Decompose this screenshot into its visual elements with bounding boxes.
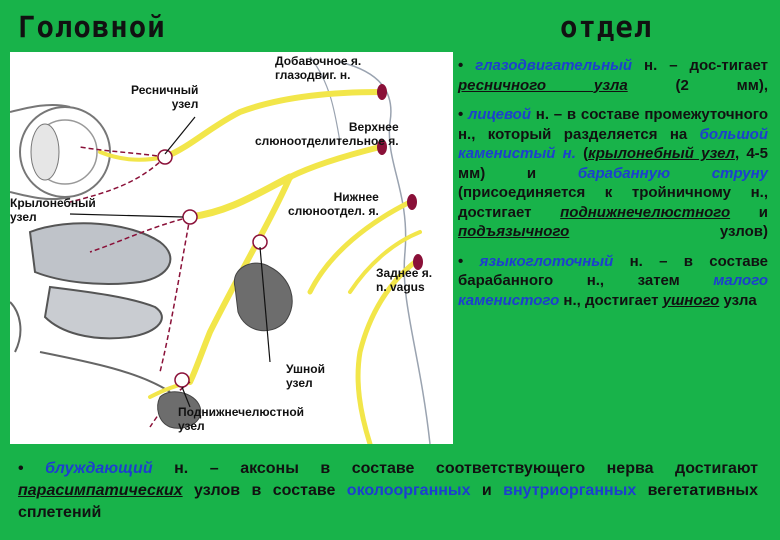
label-otic-ganglion: Ушной узел [286,362,325,390]
text: н. – в составе барабанного н., затем [458,252,768,289]
parotid-gland-icon [234,263,292,331]
text: (2 мм), [627,76,768,94]
submandibular-ganglion [175,373,189,387]
anatomy-figure [10,52,453,444]
text: и [730,203,768,221]
nerve-name-glossopharyngeal: языкоглоточный [479,252,614,270]
pterygopalatine-ganglion [183,210,197,224]
label-ciliary-ganglion: Ресничный узел [131,83,199,111]
description-text [458,56,768,320]
label-upper-salivatory-nucleus: Верхнее слюноотделительное я. [255,120,399,148]
label-oculomotor-nucleus: Добавочное я. глазодвиг. н. [275,54,362,82]
ganglion-name: подъязычного [458,223,570,240]
otic-ganglion [253,235,267,249]
eye-icon [10,105,110,199]
bullet: • [458,106,464,123]
nerve-name-vagus: блуждающий [45,460,153,477]
postganglionic-fibers [70,147,190,427]
text: вегетативных сплетений [18,482,758,521]
ganglion-name: крылонебный узел [588,145,735,162]
text: н. – дос-тигает [632,57,768,74]
text: и [470,482,504,499]
text: узлов в составе [182,482,347,499]
nerve-name-chorda-tympani: барабанную струну [577,164,768,182]
label-submandibular-ganglion: Поднижнечелюстной узел [178,405,305,433]
title-right: отдел [560,10,653,44]
bullet: • [18,460,24,477]
bullet: • [458,252,464,270]
ganglion-name: ушного [662,291,720,309]
text: н. – в составе промежуточного н., который разделяется на [458,106,768,143]
paragraph-oculomotor [458,56,768,95]
ciliary-ganglion [158,150,172,164]
nerve-name-oculomotor: глазодвигательный [475,57,633,74]
text: узла [719,291,757,309]
title-left: Головной [18,10,166,44]
plexus-type: околоорганных [346,482,471,499]
bullet: • [458,57,464,74]
paragraph-facial [458,105,768,242]
ganglion-name: ресничного узла [458,76,628,94]
nerve-name-greater-petrosal: большой каменистый н. [458,125,768,162]
text: (присоединяется к тройничному н., достигает [458,184,768,221]
ganglion-type: парасимпатических [18,482,183,499]
nasal-cavity-icon [10,223,170,392]
salivary-glands [158,263,293,428]
bottom-text [18,458,758,524]
label-lower-salivatory-nucleus: Нижнее слюноотдел. я. [288,190,379,218]
nerve-name-facial: лицевой [468,106,531,123]
nerve-diagram [10,52,453,444]
label-pterygopalatine-ganglion: Крылонебный узел [10,196,96,224]
label-vagus-nucleus: Заднее я. n. vagus [376,266,433,294]
paragraph-vagus [18,458,758,524]
text: н., достигает [559,291,663,309]
oculomotor-nucleus [377,84,387,100]
paragraph-glossopharyngeal [458,252,768,311]
text: н. – аксоны в составе соответствующего нерва достигают [152,460,758,477]
lower-salivatory-nucleus [407,194,417,210]
text: ( [575,145,589,162]
plexus-type: внутриорганных [503,482,637,499]
nerve-name-lesser-petrosal: малого каменистого [458,272,768,309]
text: , 4-5 мм) и [458,145,768,182]
text: узлов) [569,223,768,240]
ganglion-name: поднижнечелюстного [560,203,731,221]
